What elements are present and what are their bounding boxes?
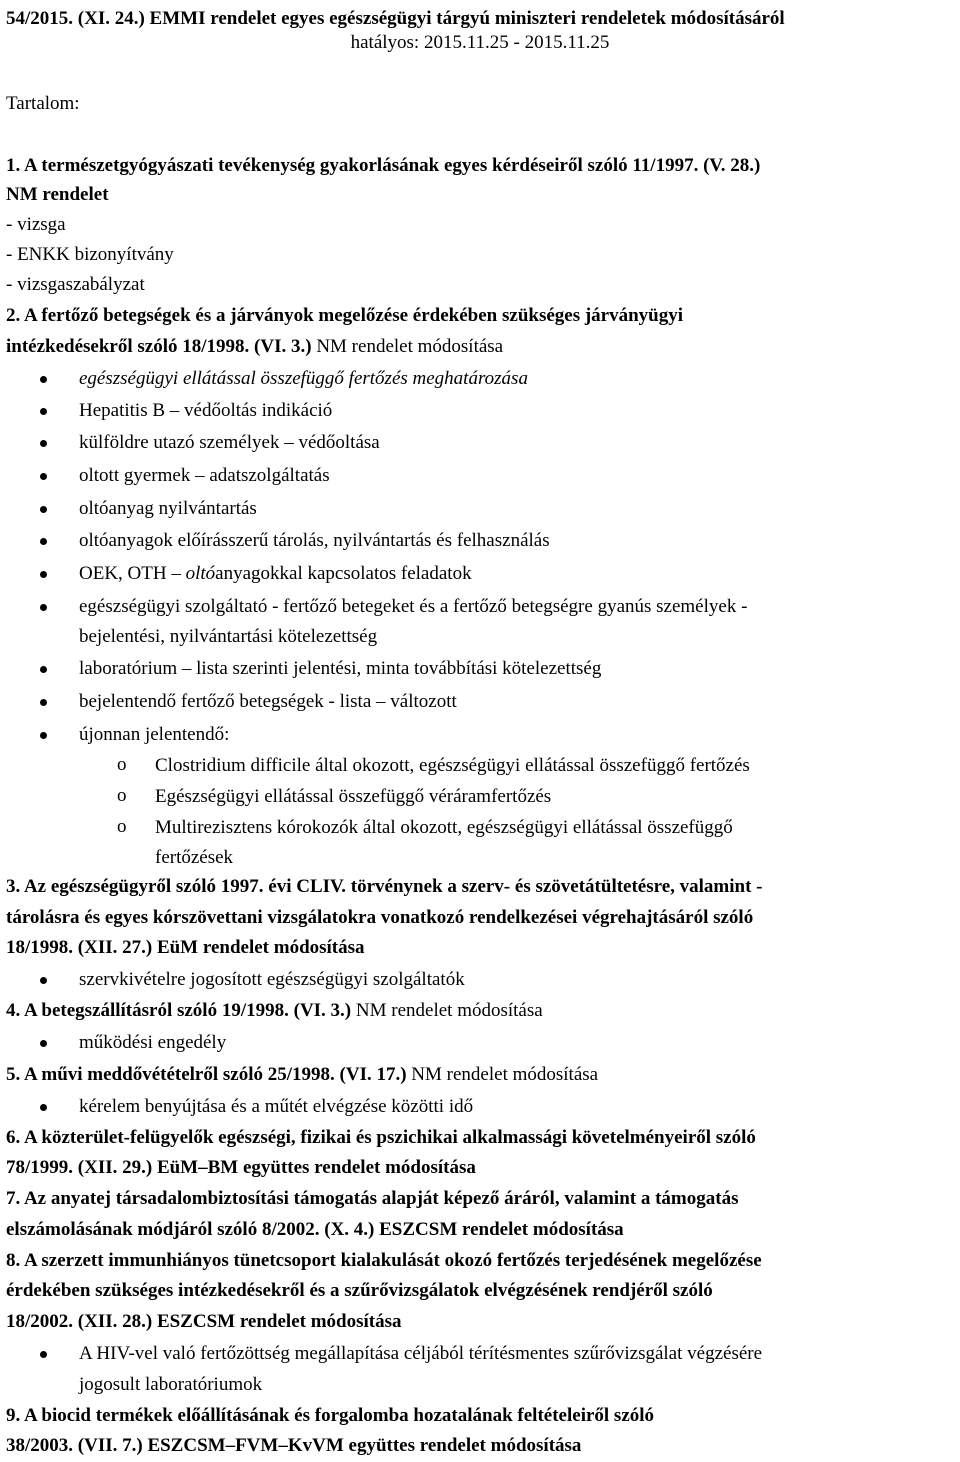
section-1-heading-cont: NM rendelet [6,184,109,205]
section-5-item: kérelem benyújtása és a műtét elvégzése közötti idő [79,1096,474,1117]
section-1-item: - vizsgaszabályzat [6,274,145,295]
bullet-dot [40,977,47,984]
section-2-item-cont: bejelentési, nyilvántartási kötelezettség [79,626,378,647]
bullet-dot [40,408,47,415]
section-2-subitem: Clostridium difficile által okozott, egészségügyi ellátással összefüggő fertőzés [155,755,750,776]
bullet-dot [40,604,47,611]
bullet-dot [40,1104,47,1111]
section-2-item: egészségügyi szolgáltató - fertőző betegeket és a fertőző betegségre gyanús személyek - [79,596,748,617]
bullet-dot [40,506,47,513]
section-2-item-oek-oth [79,563,472,585]
section-3-heading-cont: tárolásra és egyes kórszövettani vizsgálatokra vonatkozó rendelkezései végrehajtásáról szóló [6,907,754,928]
oek-oth-prefix: OEK, OTH – [79,563,181,584]
section-8-heading-cont: 18/2002. (XII. 28.) ESZCSM rendelet módosítása [6,1311,402,1332]
section-8-heading-cont: érdekében szükséges intézkedésekről és a szűrővizsgálatok elvégzésének rendjéről szóló [6,1280,713,1301]
bullet-dot [40,666,47,673]
section-2-item: oltott gyermek – adatszolgáltatás [79,465,330,486]
bullet-dot [40,538,47,545]
bullet-dot [40,440,47,447]
contents-label: Tartalom: [6,93,80,114]
section-6-heading-cont: 78/1999. (XII. 29.) EüM–BM együttes rendelet módosítása [6,1157,476,1178]
section-8-item: A HIV-vel való fertőzöttség megállapítása céljából térítésmentes szűrővizsgálat végzésére [79,1343,763,1364]
bullet-dot [40,699,47,706]
section-8-item-cont: jogosult laboratóriumok [79,1374,263,1395]
sub-marker: o [117,754,127,775]
section-6-heading: 6. A közterület-felügyelők egészségi, fizikai és pszichikai alkalmassági követelményeiről szóló [6,1127,756,1148]
section-5-heading-bold: 5. A művi meddővétételről szóló 25/1998. (VI. 17.) [6,1064,407,1085]
section-3-heading: 3. Az egészségügyről szóló 1997. évi CLIV. törvénynek a szerv- és szövetátültetésre, valamint - [6,876,763,897]
section-9-heading-cont: 38/2003. (VII. 7.) ESZCSM–FVM–KvVM együttes rendelet módosítása [6,1435,582,1456]
validity-line: hatályos: 2015.11.25 - 2015.11.25 [350,32,610,53]
section-9-heading: 9. A biocid termékek előállításának és forgalomba hozatalának feltételeiről szóló [6,1405,655,1426]
section-3-heading-cont: 18/1998. (XII. 27.) EüM rendelet módosítása [6,937,365,958]
section-7-heading: 7. Az anyatej társadalombiztosítási támogatás alapját képező áráról, valamint a támogatás [6,1188,739,1209]
section-5-heading-rest: NM rendelet módosítása [406,1064,599,1085]
section-1-item: - vizsga [6,214,66,235]
section-2-subitem: Multirezisztens kórokozók által okozott, egészségügyi ellátással összefüggő [155,817,733,838]
section-2-subitem: Egészségügyi ellátással összefüggő véráramfertőzés [155,786,552,807]
section-8-heading: 8. A szerzett immunhiányos tünetcsoport kialakulását okozó fertőzés terjedésének megelőzése [6,1250,762,1271]
section-2-item: Hepatitis B – védőoltás indikáció [79,400,333,421]
section-2-heading-rest: NM rendelet módosítása [311,336,504,357]
bullet-dot [40,571,47,578]
section-2-subitem-cont: fertőzések [155,847,234,868]
section-1-item: - ENKK bizonyítvány [6,244,174,265]
oek-oth-suffix: anyagokkal kapcsolatos feladatok [215,563,472,584]
bullet-dot [40,1351,47,1358]
section-2-heading: 2. A fertőző betegségek és a járványok megelőzése érdekében szükséges járványügyi [6,305,684,326]
section-2-item: újonnan jelentendő: [79,724,230,745]
section-2-item: laboratórium – lista szerinti jelentési, minta továbbítási kötelezettség [79,658,602,679]
section-7-heading-cont: elszámolásának módjáról szóló 8/2002. (X. 4.) ESZCSM rendelet módosítása [6,1219,624,1240]
section-3-item: szervkivételre jogosított egészségügyi szolgáltatók [79,969,465,990]
oek-oth-italic: oltó [185,563,216,584]
bullet-dot [40,1040,47,1047]
section-1-heading: 1. A természetgyógyászati tevékenység gyakorlásának egyes kérdéseiről szóló 11/1997. (V. 28.) [6,155,761,176]
section-4-item: működési engedély [79,1032,227,1053]
section-2-heading-bold: intézkedésekről szóló 18/1998. (VI. 3.) [6,336,312,357]
section-4-heading-rest: NM rendelet módosítása [351,1000,543,1021]
section-2-item: oltóanyag nyilvántartás [79,498,257,519]
sub-marker: o [117,785,127,806]
bullet-dot [40,376,47,383]
section-4-heading-bold: 4. A betegszállításról szóló 19/1998. (VI. 3.) [6,1000,352,1021]
section-5-heading [6,1064,598,1086]
section-2-item: külföldre utazó személyek – védőoltása [79,432,380,453]
section-2-item: egészségügyi ellátással összefüggő fertőzés meghatározása [79,368,528,389]
sub-marker: o [117,816,127,837]
bullet-dot [40,732,47,739]
section-4-heading [6,1000,543,1022]
section-2-heading-cont [6,336,503,358]
section-2-item: oltóanyagok előírásszerű tárolás, nyilvántartás és felhasználás [79,530,550,551]
document-title: 54/2015. (XI. 24.) EMMI rendelet egyes egészségügyi tárgyú miniszteri rendeletek módosításáról [6,8,785,29]
bullet-dot [40,473,47,480]
section-2-item: bejelentendő fertőző betegségek - lista – változott [79,691,457,712]
